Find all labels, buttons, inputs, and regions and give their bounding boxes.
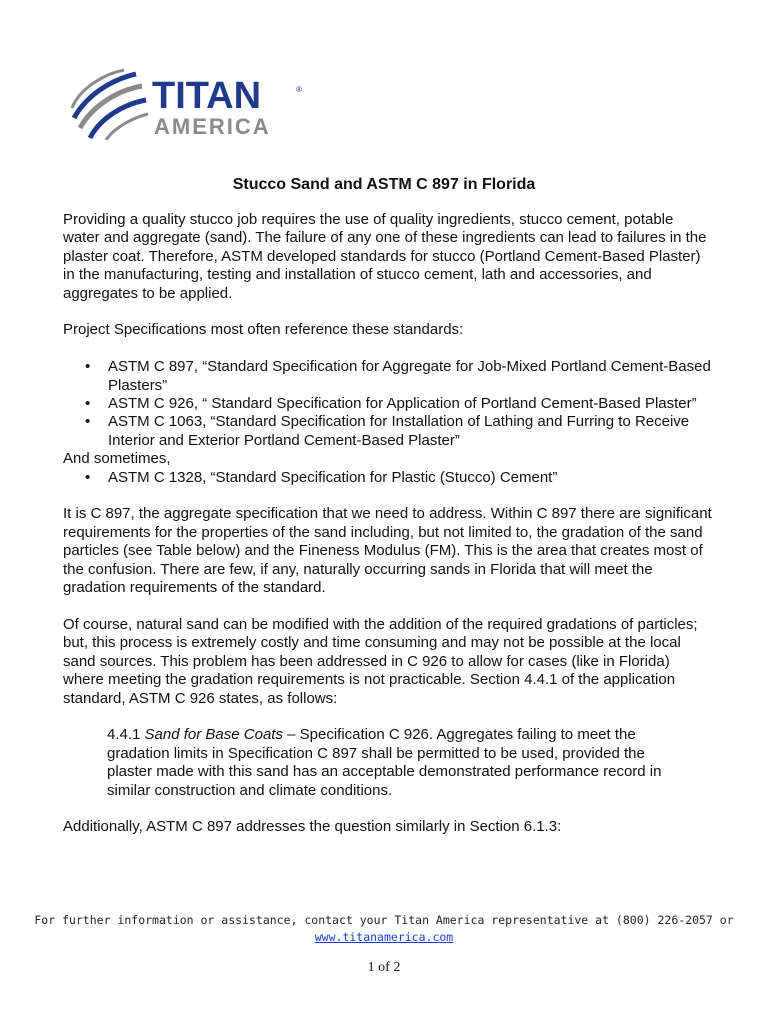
list-item: • ASTM C 1063, “Standard Specification for Installation of Lathing and Furring to Receive Interior and Exterior Portland Cement-Based Plaster” [85, 413, 690, 449]
website-link[interactable]: www.titanamerica.com [314, 930, 454, 944]
quote-section-number: 4.4.1 [107, 726, 141, 744]
quote-heading: Sand for Base Coats [144, 726, 283, 744]
footer-contact-text: For further information or assistance, contact your Titan America representative at (800) 226-2057 or [34, 913, 734, 927]
list-item: • ASTM C 926, “ Standard Specification for Application of Portland Cement-Based Plaster” [85, 395, 697, 413]
document-body [63, 211, 713, 837]
footer [0, 912, 768, 946]
section-quote [63, 726, 667, 800]
intro-paragraph: Providing a quality stucco job requires the use of quality ingredients, stucco cement, potable water and aggregate (sand). The failure of any one of these ingredients can lead to failures in the plaster coat. Therefore, ASTM developed standards for stucco (Portland Cement-Based Plaster) in the manufacturing, testing and installation of stucco cement, lath and accessories, and aggregates to be applied. [63, 211, 707, 302]
list-item: • ASTM C 897, “Standard Specification for Aggregate for Job-Mixed Portland Cement-Based Plasters” [85, 358, 711, 394]
additionally-paragraph: Additionally, ASTM C 897 addresses the question similarly in Section 6.1.3: [63, 818, 562, 836]
list-item: • ASTM C 1328, “Standard Specification for Plastic (Stucco) Cement” [85, 468, 558, 486]
project-specs-paragraph: Project Specifications most often reference these standards: [63, 321, 464, 339]
and-sometimes-text: And sometimes, [63, 450, 171, 468]
swoosh-icon [72, 70, 148, 140]
titan-america-logo [66, 68, 316, 140]
page-number: 1 of 2 [367, 960, 401, 975]
c897-paragraph: It is C 897, the aggregate specification that we need to address. Within C 897 there are significant requirements for the properties of the sand including, but not limited to, the gradation of the sand particles (see Table below) and the Fineness Modulus (FM). This is the area that creates most of the confusion. There are few, if any, naturally occurring sands in Florida that will meet the gradation requirements of the standard. [63, 505, 712, 597]
of-course-paragraph: Of course, natural sand can be modified with the addition of the required gradations of particles; but, this process is extremely costly and time consuming and may not be possible at the local sand sources. This problem has been addressed in C 926 to allow for cases (like in Florida) where meeting the gradation requirements is not practicable. Section 4.4.1 of the application standard, ASTM C 926 states, as follows: [63, 615, 698, 707]
logo-brand-top: TITAN [152, 75, 262, 117]
document-title: Stucco Sand and ASTM C 897 in Florida [232, 176, 536, 193]
logo-registered-mark: ® [296, 85, 302, 94]
standards-list [63, 358, 713, 450]
quote-text: – Specification C 926. Aggregates failing to meet the gradation limits in Specification C 897 shall be permitted to be used, provided the plaster made with this sand has an acceptable demonstrated performance record in similar construction and climate conditions. [107, 726, 662, 799]
standards-sometimes-list [63, 469, 713, 487]
logo-brand-bottom: AMERICA [154, 114, 271, 139]
